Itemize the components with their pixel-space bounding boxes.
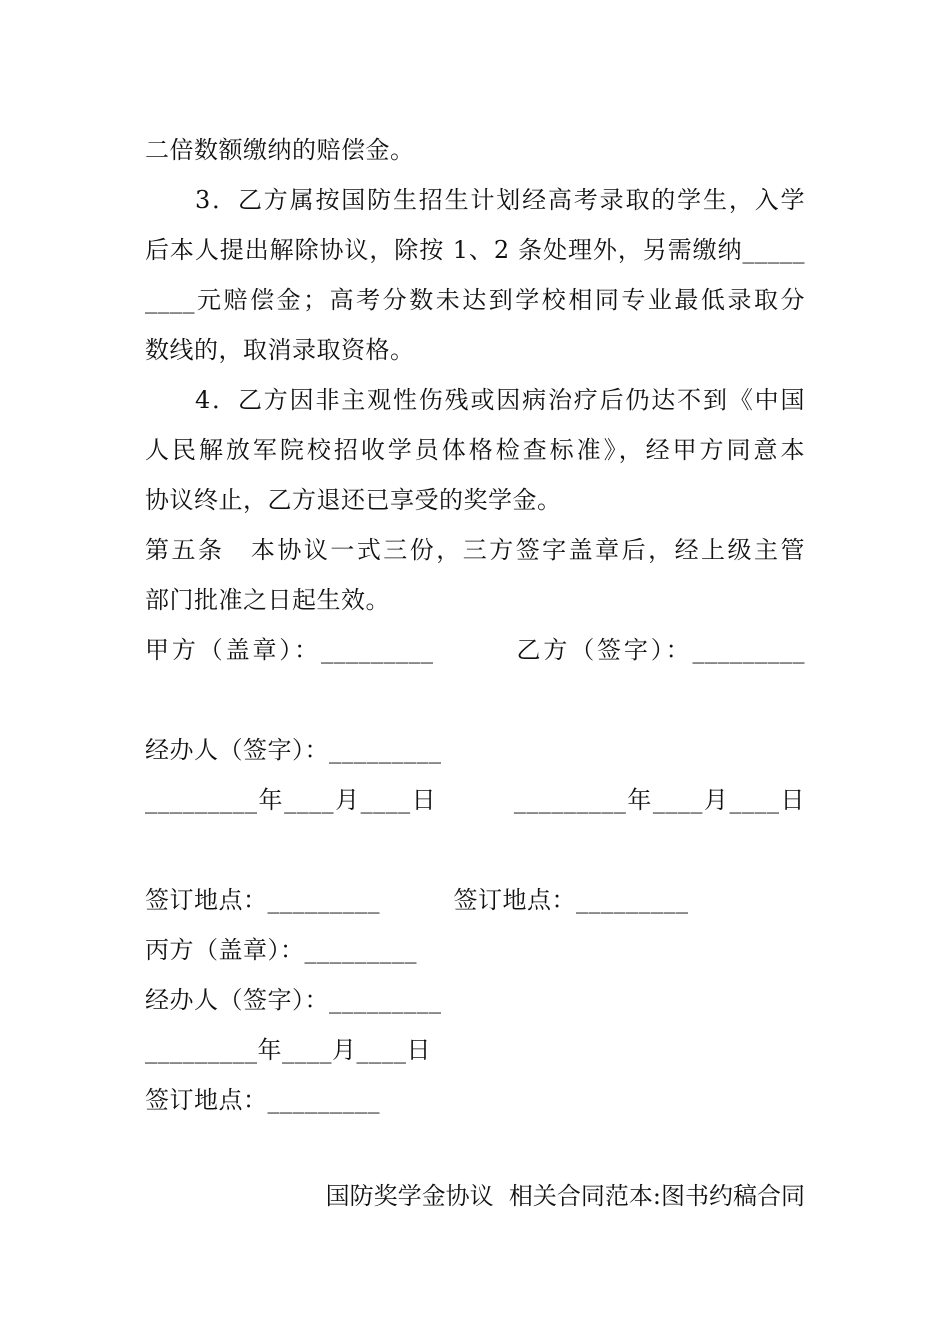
text-line-4: ____元赔偿金；高考分数未达到学校相同专业最低录取分 [145,286,805,314]
text-line-5: 数线的，取消录取资格。 [145,336,415,364]
handler-signature-2: 经办人（签字）：_________ [145,986,442,1014]
text-line-3: 后本人提出解除协议，除按 1、2 条处理外，另需缴纳_____ [145,236,805,264]
footer-text: 国防奖学金协议 相关合同范本:图书约稿合同 [325,1182,805,1210]
date-line-1: _________年____月____日 _________年____月____日 [145,786,805,814]
signature-party-c: 丙方（盖章）：_________ [145,936,417,964]
text-line-7: 人民解放军院校招收学员体格检查标准》，经甲方同意本 [145,436,805,464]
text-line-1: 二倍数额缴纳的赔偿金。 [145,136,415,164]
handler-signature-1: 经办人（签字）：_________ [145,736,442,764]
signing-place-line-1: 签订地点：_________ 签订地点：_________ [145,886,689,914]
text-line-8: 协议终止，乙方退还已享受的奖学金。 [145,486,562,514]
date-line-2: _________年____月____日 [145,1036,431,1064]
signing-place-line-2: 签订地点：_________ [145,1086,380,1114]
text-line-2: 3．乙方属按国防生招生计划经高考录取的学生，入学 [195,186,805,214]
signature-party-a-b: 甲方（盖章）：_________ 乙方（签字）：_________ [145,636,805,664]
article-five-line: 第五条 本协议一式三份，三方签字盖章后，经上级主管 [145,536,805,564]
article-five-line-2: 部门批准之日起生效。 [145,586,390,614]
text-line-6: 4．乙方因非主观性伤残或因病治疗后仍达不到《中国 [195,386,805,414]
